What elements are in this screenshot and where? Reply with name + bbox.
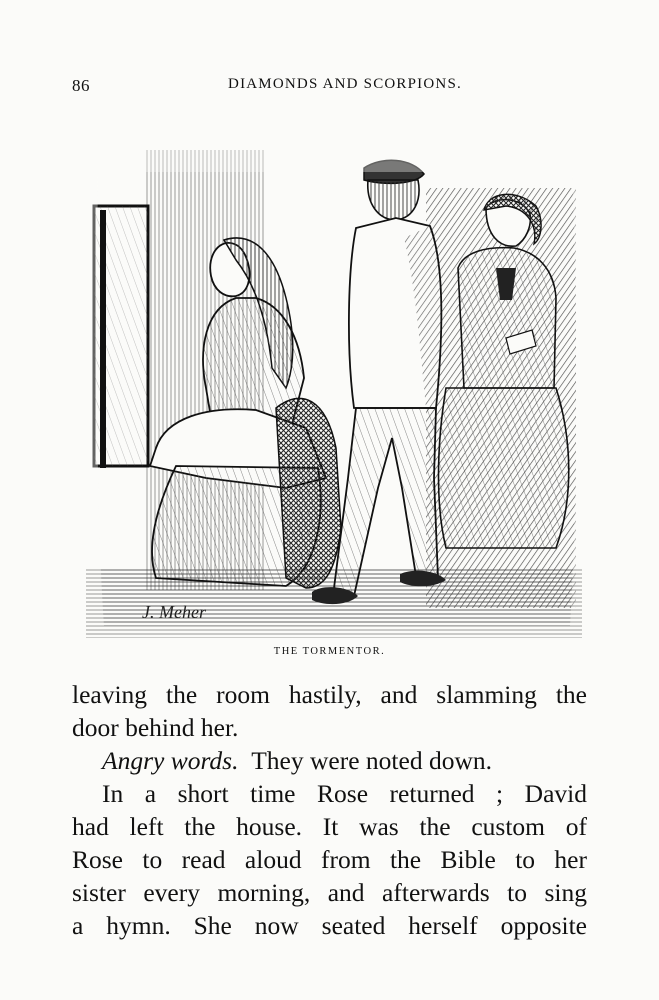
text-line: leaving the room hastily, and slamming the xyxy=(72,680,587,709)
engraving-illustration xyxy=(86,148,582,640)
running-head xyxy=(0,76,659,98)
artist-signature: J. Meher xyxy=(142,602,206,622)
page-number: 86 xyxy=(72,76,90,95)
text-line: In a short time Rose returned ; David xyxy=(102,779,587,808)
illustration-caption: THE TORMENTOR. xyxy=(273,646,386,657)
text-line: Rose to read aloud from the Bible to her xyxy=(72,845,587,874)
italic-phrase: Angry words. xyxy=(102,746,239,775)
body-text xyxy=(72,678,587,942)
text-line xyxy=(72,744,587,777)
running-title: DIAMONDS AND SCORPIONS. xyxy=(228,76,462,92)
text-line: a hymn. She now seated herself opposite xyxy=(72,911,587,940)
text-line: had left the house. It was the custom of xyxy=(72,812,587,841)
text-line: sister every morning, and afterwards to sing xyxy=(72,878,587,907)
text-span: They were noted down. xyxy=(251,746,492,775)
text-line: door behind her. xyxy=(72,713,239,742)
